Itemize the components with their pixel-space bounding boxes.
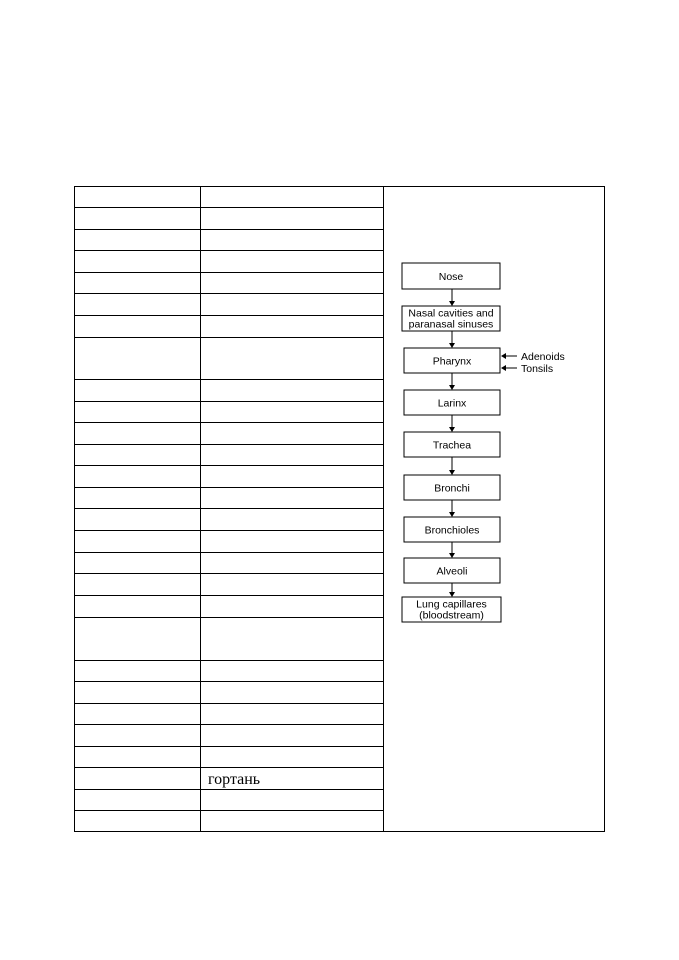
flow-arrowhead <box>449 301 455 306</box>
table-cell-term <box>75 230 201 251</box>
table-cell-term <box>75 488 201 509</box>
table-cell-term <box>75 445 201 466</box>
table-cell-term <box>75 704 201 725</box>
table-cell-term <box>75 725 201 747</box>
side-label: Tonsils <box>521 363 554 375</box>
table-cell-term <box>75 316 201 338</box>
table-cell-translation <box>201 553 384 574</box>
flow-node-label: Trachea <box>432 439 472 452</box>
table-cell-translation <box>201 704 384 725</box>
table-cell-translation <box>201 294 384 316</box>
table-cell-translation <box>201 466 384 488</box>
flow-arrowhead <box>449 385 455 390</box>
flow-node-label: Nasal cavities and <box>408 307 494 320</box>
table-cell-translation <box>201 509 384 531</box>
flow-node-label: Bronchi <box>434 482 470 495</box>
table-cell-term <box>75 790 201 811</box>
table-cell-translation <box>201 618 384 661</box>
table-cell-term <box>75 682 201 704</box>
table-cell-term <box>75 531 201 553</box>
flow-node <box>402 597 501 622</box>
table-cell-translation <box>201 747 384 768</box>
flow-arrowhead <box>449 553 455 558</box>
table-cell-translation <box>201 316 384 338</box>
table-cell-translation: гортань <box>208 771 261 788</box>
table-cell-term <box>75 294 201 316</box>
flow-node-label: Bronchioles <box>424 524 480 537</box>
flow-node <box>404 517 500 542</box>
table-cell-translation <box>201 380 384 402</box>
flow-node <box>402 306 500 331</box>
table-cell-term <box>75 661 201 682</box>
flow-arrowhead <box>449 470 455 475</box>
table-cell-term <box>75 509 201 531</box>
flow-node <box>404 390 500 415</box>
table-cell-translation <box>201 661 384 682</box>
flow-node <box>402 263 500 289</box>
flow-node <box>404 348 500 373</box>
flow-arrowhead <box>449 512 455 517</box>
flow-node-label: (bloodstream) <box>419 609 484 622</box>
table-cell-term <box>75 466 201 488</box>
table-cell-translation <box>201 273 384 294</box>
table-cell-term <box>75 208 201 230</box>
table-cell-term <box>75 423 201 445</box>
table-cell-translation <box>201 445 384 466</box>
flow-arrowhead <box>449 427 455 432</box>
table-cell-translation <box>201 596 384 618</box>
flow-node-label: Larinx <box>437 397 467 410</box>
side-label: Adenoids <box>521 351 565 363</box>
table-cell-translation <box>201 488 384 509</box>
flow-node <box>404 475 500 500</box>
table-cell-translation <box>201 682 384 704</box>
flow-node-label: Alveoli <box>436 565 468 578</box>
table-cell-translation <box>201 423 384 445</box>
table-cell-translation <box>201 725 384 747</box>
flow-node-label: Lung capillares <box>416 598 487 611</box>
table-cell-term <box>75 596 201 618</box>
table-cell-term <box>75 338 201 380</box>
flow-node <box>404 558 500 583</box>
table-cell-translation <box>201 251 384 273</box>
table-cell-term <box>75 187 201 208</box>
table-cell-term <box>75 402 201 423</box>
table-cell-translation <box>201 790 384 811</box>
table-cell-term <box>75 553 201 574</box>
flow-arrowhead <box>449 592 455 597</box>
table-cell-term <box>75 618 201 661</box>
table-cell-term <box>75 747 201 768</box>
flow-node-label: Nose <box>438 271 464 283</box>
side-arrowhead <box>501 353 506 359</box>
table-cell-term <box>75 273 201 294</box>
flow-node-label: Pharynx <box>432 355 472 368</box>
flow-arrowhead <box>449 343 455 348</box>
respiratory-flow-diagram <box>383 186 605 832</box>
flow-node <box>404 432 500 457</box>
table-cell-translation <box>201 574 384 596</box>
table-cell-term <box>75 251 201 273</box>
table-cell-term <box>75 811 201 833</box>
flow-node-label: paranasal sinuses <box>408 318 494 331</box>
table-cell-term <box>75 380 201 402</box>
table-cell-translation <box>201 208 384 230</box>
table-cell-translation <box>201 187 384 208</box>
table-cell-translation <box>201 338 384 380</box>
side-arrowhead <box>501 365 506 371</box>
table-cell-translation <box>201 531 384 553</box>
table-cell-translation <box>201 230 384 251</box>
table-cell-translation <box>201 811 384 833</box>
table-cell-term <box>75 768 201 790</box>
table-cell-term <box>75 574 201 596</box>
table-cell-translation <box>201 402 384 423</box>
